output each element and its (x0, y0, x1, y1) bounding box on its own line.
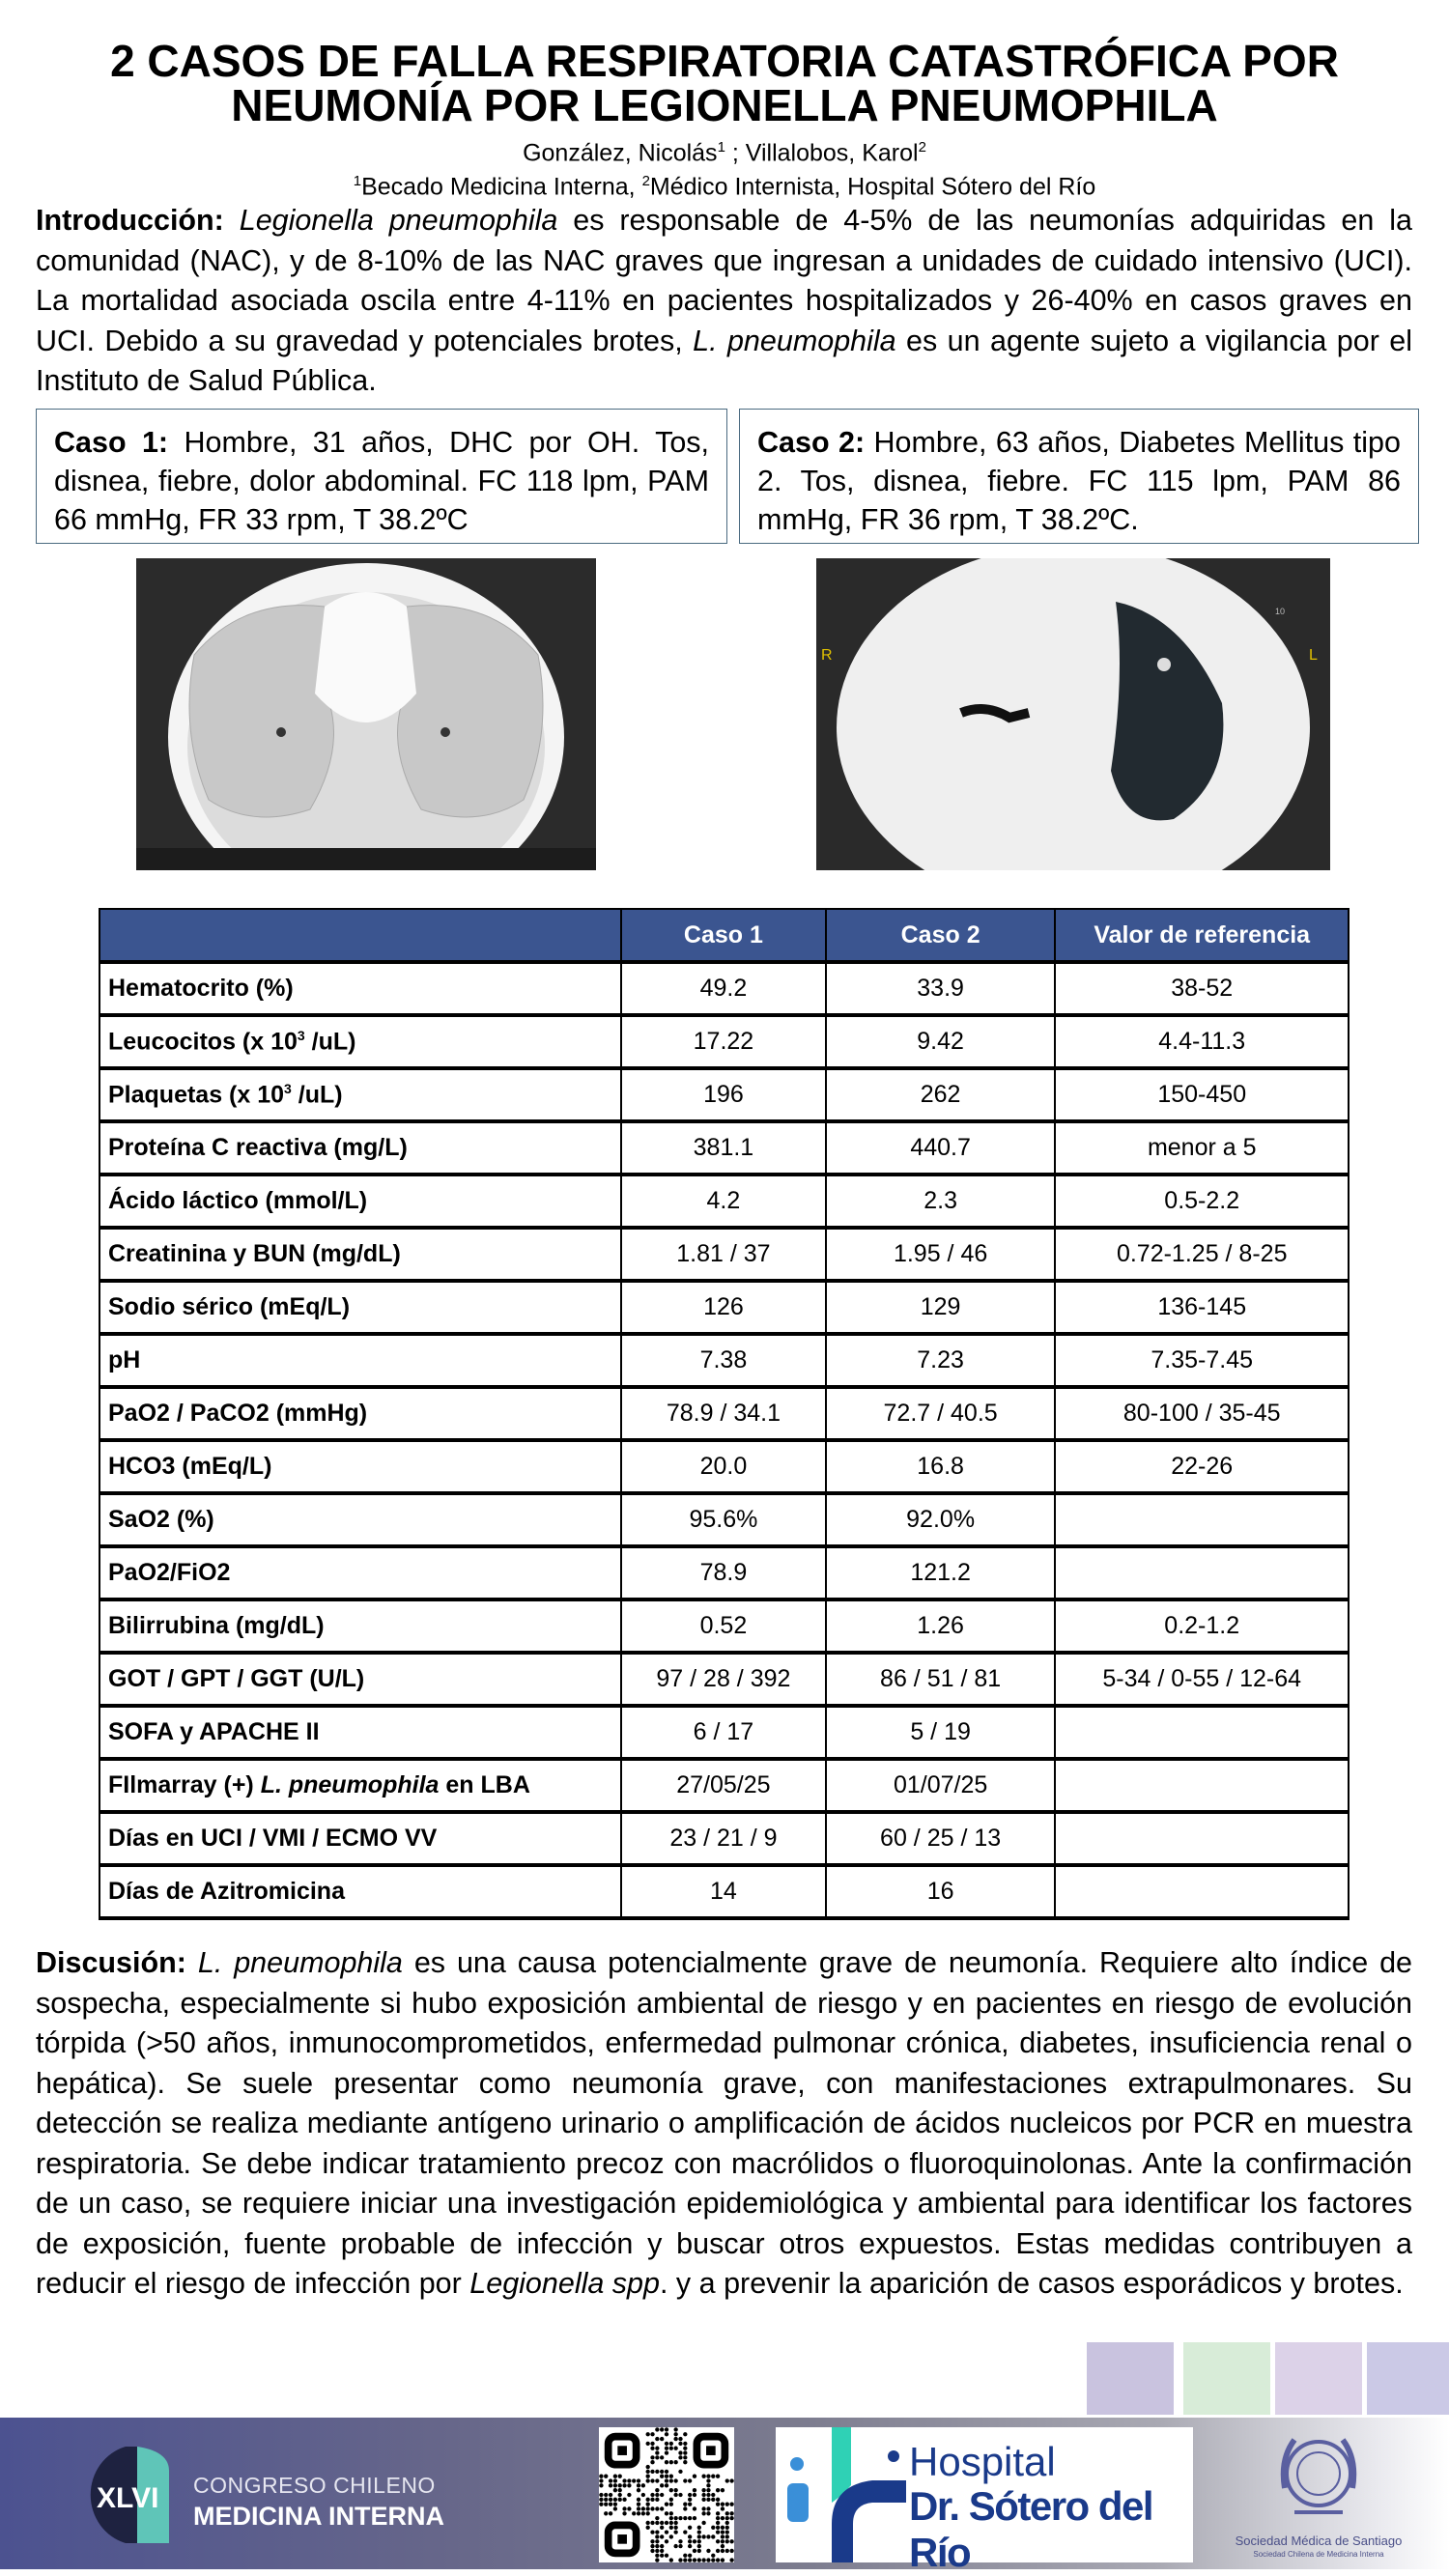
author-sep: ; (724, 139, 746, 167)
cell-caso-1: 14 (621, 1865, 826, 1918)
row-label (99, 1865, 621, 1918)
table-row (99, 1387, 1349, 1440)
cell-caso-2: 92.0% (826, 1493, 1056, 1546)
decorative-square (1275, 2342, 1362, 2415)
row-label-text: HCO3 (mEq/L) (108, 1453, 272, 1480)
society-line-2: Sociedad Chilena de Medicina Interna (1253, 2550, 1384, 2559)
table-row (99, 1653, 1349, 1706)
row-label (99, 1706, 621, 1759)
affiliations (0, 167, 1449, 201)
row-label-text: Leucocitos (x 10 (108, 1028, 298, 1056)
row-label-text: Días de Azitromicina (108, 1878, 345, 1905)
ct-label-left: L (1309, 647, 1318, 664)
cell-caso-1: 78.9 (621, 1546, 826, 1599)
cell-caso-2: 129 (826, 1281, 1056, 1334)
congress-line-1: CONGRESO CHILENO (193, 2473, 436, 2498)
cell-caso-1: 27/05/25 (621, 1759, 826, 1812)
row-label-text: Hematocrito (%) (108, 975, 294, 1002)
cell-reference: 5-34 / 0-55 / 12-64 (1055, 1653, 1349, 1706)
table-row (99, 1599, 1349, 1653)
cell-caso-2: 72.7 / 40.5 (826, 1387, 1056, 1440)
row-label (99, 1546, 621, 1599)
cell-caso-2: 262 (826, 1068, 1056, 1121)
table-row (99, 1812, 1349, 1865)
header-parameter (99, 909, 621, 962)
cell-caso-1: 1.81 / 37 (621, 1228, 826, 1281)
table-header-row (99, 909, 1349, 962)
congress-mark: XLVI (97, 2482, 159, 2514)
intro-italic-2: L. pneumophila (693, 324, 896, 357)
row-label-text: Proteína C reactiva (mg/L) (108, 1134, 408, 1161)
row-label-text: PaO2 / PaCO2 (mmHg) (108, 1400, 368, 1427)
title-line-2: NEUMONÍA POR LEGIONELLA PNEUMOPHILA (231, 80, 1218, 130)
authors-block (0, 133, 1449, 202)
row-label (99, 1281, 621, 1334)
row-label (99, 1493, 621, 1546)
hospital-emblem-icon (776, 2427, 906, 2562)
discussion-italic-2: Legionella spp (469, 2267, 660, 2300)
congress-logo (77, 2442, 522, 2548)
table-row (99, 1228, 1349, 1281)
row-label (99, 1175, 621, 1228)
header-caso-1: Caso 1 (621, 909, 826, 962)
table-row (99, 1440, 1349, 1493)
cell-caso-1: 4.2 (621, 1175, 826, 1228)
ct-scan-case-2 (816, 558, 1330, 870)
table-row (99, 1334, 1349, 1387)
cell-reference: 38-52 (1055, 962, 1349, 1015)
case-2-text: Hombre, 63 años, Diabetes Mellitus tipo 2. Tos, disnea, fiebre. FC 115 lpm, PAM 86 mmHg, FR 36 rpm, T 38.2ºC. (757, 426, 1401, 536)
congress-line-2: MEDICINA INTERNA (193, 2502, 444, 2531)
cell-reference (1055, 1493, 1349, 1546)
table-row (99, 1068, 1349, 1121)
cell-caso-2: 2.3 (826, 1175, 1056, 1228)
row-label (99, 1440, 621, 1493)
row-label-end: /uL) (291, 1081, 343, 1109)
hospital-logo (776, 2427, 1193, 2575)
hospital-line-1: Hospital (909, 2439, 1056, 2484)
author-2-sup: 2 (918, 139, 926, 156)
cell-reference (1055, 1706, 1349, 1759)
row-label-text: Bilirrubina (mg/dL) (108, 1612, 325, 1639)
row-label-sup: 3 (297, 1027, 305, 1043)
row-label-text: Ácido láctico (mmol/L) (108, 1187, 368, 1214)
discussion-text-1: es una causa potencialmente grave de neumonía. Requiere alto índice de sospecha, especialmente si hubo exposición ambiental de riesgo y en pacientes en riesgo de evolución tórpida (>50 años, inmunocomprometidos, enfermedad pulmonar crónica, diabetes, insuficiencia renal o hepática). Se suele presentar como neumonía grave, con manifestaciones extrapulmonares. Su detección se realiza mediante antígeno urinario o amplificación de ácidos nucleicos por PCR en muestra respiratoria. Se debe indicar tratamiento precoz con macrólidos o fluoroquinolonas. Ante la confirmación de un caso, se requiere iniciar una investigación epidemiológica y ambiental para identificar los factores de exposición, fuente probable de infección y buscar otros expuestos. Estas medidas contribuyen a reducir el riesgo de infección por (36, 1946, 1413, 2300)
author-2: Villalobos, Karol (745, 139, 919, 167)
cell-caso-1: 17.22 (621, 1015, 826, 1068)
row-label-sup: 3 (284, 1080, 292, 1096)
poster-title (0, 36, 1449, 130)
row-label-text: PaO2/FiO2 (108, 1559, 231, 1586)
table-row (99, 1015, 1349, 1068)
cell-caso-2: 1.95 / 46 (826, 1228, 1056, 1281)
row-label-text: GOT / GPT / GGT (U/L) (108, 1665, 365, 1692)
cell-reference (1055, 1759, 1349, 1812)
cell-reference: 7.35-7.45 (1055, 1334, 1349, 1387)
author-1: González, Nicolás (523, 139, 718, 167)
cell-caso-2: 33.9 (826, 962, 1056, 1015)
society-seal-icon (1275, 2430, 1362, 2527)
cell-reference: 136-145 (1055, 1281, 1349, 1334)
cell-caso-2: 86 / 51 / 81 (826, 1653, 1056, 1706)
case-1-label: Caso 1: (54, 426, 169, 459)
author-names (0, 133, 1449, 167)
cell-reference: 0.72-1.25 / 8-25 (1055, 1228, 1349, 1281)
cell-caso-2: 1.26 (826, 1599, 1056, 1653)
aff-2-sup: 2 (641, 173, 650, 190)
row-label-text: FIlmarray (+) (108, 1771, 261, 1798)
ct-scan-case-1 (136, 558, 596, 870)
decorative-square (1183, 2342, 1270, 2415)
row-label-text: SOFA y APACHE II (108, 1718, 320, 1745)
cell-caso-1: 196 (621, 1068, 826, 1121)
header-caso-2: Caso 2 (826, 909, 1056, 962)
row-label (99, 1121, 621, 1175)
table-row (99, 1121, 1349, 1175)
row-label (99, 1015, 621, 1068)
cell-reference: 4.4-11.3 (1055, 1015, 1349, 1068)
row-label (99, 1068, 621, 1121)
table-row (99, 962, 1349, 1015)
cell-caso-1: 49.2 (621, 962, 826, 1015)
row-label-text: Días en UCI / VMI / ECMO VV (108, 1825, 438, 1852)
row-label (99, 962, 621, 1015)
cell-caso-2: 5 / 19 (826, 1706, 1056, 1759)
cell-caso-1: 126 (621, 1281, 826, 1334)
row-label (99, 1653, 621, 1706)
table-row (99, 1706, 1349, 1759)
decorative-square (1087, 2342, 1174, 2415)
discussion-italic-1: L. pneumophila (197, 1946, 403, 1979)
discussion-paragraph (36, 1943, 1412, 2305)
table-row (99, 1759, 1349, 1812)
cell-reference: 22-26 (1055, 1440, 1349, 1493)
row-label (99, 1599, 621, 1653)
footer-band (0, 2418, 1449, 2575)
society-seal-logo (1222, 2425, 1415, 2565)
decorative-square (1367, 2342, 1449, 2415)
table-row (99, 1493, 1349, 1546)
aff-1-sup: 1 (353, 173, 362, 190)
row-label-end: /uL) (304, 1028, 356, 1056)
case-2-box (739, 409, 1419, 544)
cell-reference (1055, 1865, 1349, 1918)
cell-caso-2: 16 (826, 1865, 1056, 1918)
intro-label: Introducción: (36, 204, 224, 237)
cell-caso-2: 60 / 25 / 13 (826, 1812, 1056, 1865)
cell-reference (1055, 1546, 1349, 1599)
table-row (99, 1546, 1349, 1599)
case-2-label: Caso 2: (757, 426, 866, 459)
cell-reference (1055, 1812, 1349, 1865)
aff-2: Médico Internista, Hospital Sótero del Río (649, 173, 1096, 201)
table-row (99, 1865, 1349, 1918)
table-row (99, 1175, 1349, 1228)
hospital-line-2: Dr. Sótero del Río (909, 2483, 1153, 2575)
row-label-end: en LBA (439, 1771, 530, 1798)
cell-reference: menor a 5 (1055, 1121, 1349, 1175)
cell-reference: 0.5-2.2 (1055, 1175, 1349, 1228)
cell-caso-2: 16.8 (826, 1440, 1056, 1493)
cell-caso-2: 7.23 (826, 1334, 1056, 1387)
cell-caso-2: 01/07/25 (826, 1759, 1056, 1812)
cell-caso-2: 121.2 (826, 1546, 1056, 1599)
society-line-1: Sociedad Médica de Santiago (1235, 2534, 1403, 2548)
discussion-text-2: . y a prevenir la aparición de casos esporádicos y brotes. (659, 2267, 1404, 2300)
row-label-italic: L. pneumophila (260, 1771, 440, 1798)
cell-caso-1: 381.1 (621, 1121, 826, 1175)
cell-caso-1: 23 / 21 / 9 (621, 1812, 826, 1865)
header-reference: Valor de referencia (1055, 909, 1349, 962)
ct-label-right: R (821, 647, 833, 664)
row-label (99, 1759, 621, 1812)
row-label (99, 1387, 621, 1440)
introduction-paragraph (36, 201, 1412, 402)
cell-caso-1: 95.6% (621, 1493, 826, 1546)
cell-caso-1: 7.38 (621, 1334, 826, 1387)
row-label-text: SaO2 (%) (108, 1506, 214, 1533)
case-1-box (36, 409, 727, 544)
lab-results-table (99, 908, 1350, 1920)
cell-caso-1: 20.0 (621, 1440, 826, 1493)
congress-emblem-icon (77, 2442, 174, 2548)
ct-scale-label: 10 (1275, 607, 1286, 616)
aff-1: Becado Medicina Interna, (361, 173, 642, 201)
row-label-text: Creatinina y BUN (mg/dL) (108, 1240, 401, 1267)
row-label (99, 1812, 621, 1865)
cell-caso-2: 9.42 (826, 1015, 1056, 1068)
intro-italic-1: Legionella pneumophila (239, 204, 558, 237)
qr-code[interactable] (599, 2427, 734, 2562)
discussion-label: Discusión: (36, 1946, 186, 1979)
title-line-1: 2 CASOS DE FALLA RESPIRATORIA CATASTRÓFICA POR (110, 36, 1339, 86)
cell-caso-2: 440.7 (826, 1121, 1056, 1175)
row-label (99, 1334, 621, 1387)
intro-text-2: es un agente sujeto a vigilancia por el Instituto de Salud Pública. (36, 324, 1412, 397)
row-label (99, 1228, 621, 1281)
row-label-text: Sodio sérico (mEq/L) (108, 1293, 351, 1320)
cell-reference: 150-450 (1055, 1068, 1349, 1121)
cell-caso-1: 78.9 / 34.1 (621, 1387, 826, 1440)
table-row (99, 1281, 1349, 1334)
cell-reference: 0.2-1.2 (1055, 1599, 1349, 1653)
cell-caso-1: 0.52 (621, 1599, 826, 1653)
cell-reference: 80-100 / 35-45 (1055, 1387, 1349, 1440)
case-1-text: Hombre, 31 años, DHC por OH. Tos, disnea, fiebre, dolor abdominal. FC 118 lpm, PAM 66 mmHg, FR 33 rpm, T 38.2ºC (54, 426, 709, 536)
intro-text-1: es responsable de 4-5% de las neumonías adquiridas en la comunidad (NAC), y de 8-10% de las NAC graves que ingresan a unidades de cuidado intensivo (UCI). La mortalidad asociada oscila entre 4-11% en pacientes hospitalizados y 26-40% en casos graves en UCI. Debido a su gravedad y potenciales brotes, (36, 204, 1412, 357)
row-label-text: Plaquetas (x 10 (108, 1081, 285, 1109)
cell-caso-1: 6 / 17 (621, 1706, 826, 1759)
cell-caso-1: 97 / 28 / 392 (621, 1653, 826, 1706)
row-label-text: pH (108, 1346, 141, 1373)
author-1-sup: 1 (717, 139, 725, 156)
